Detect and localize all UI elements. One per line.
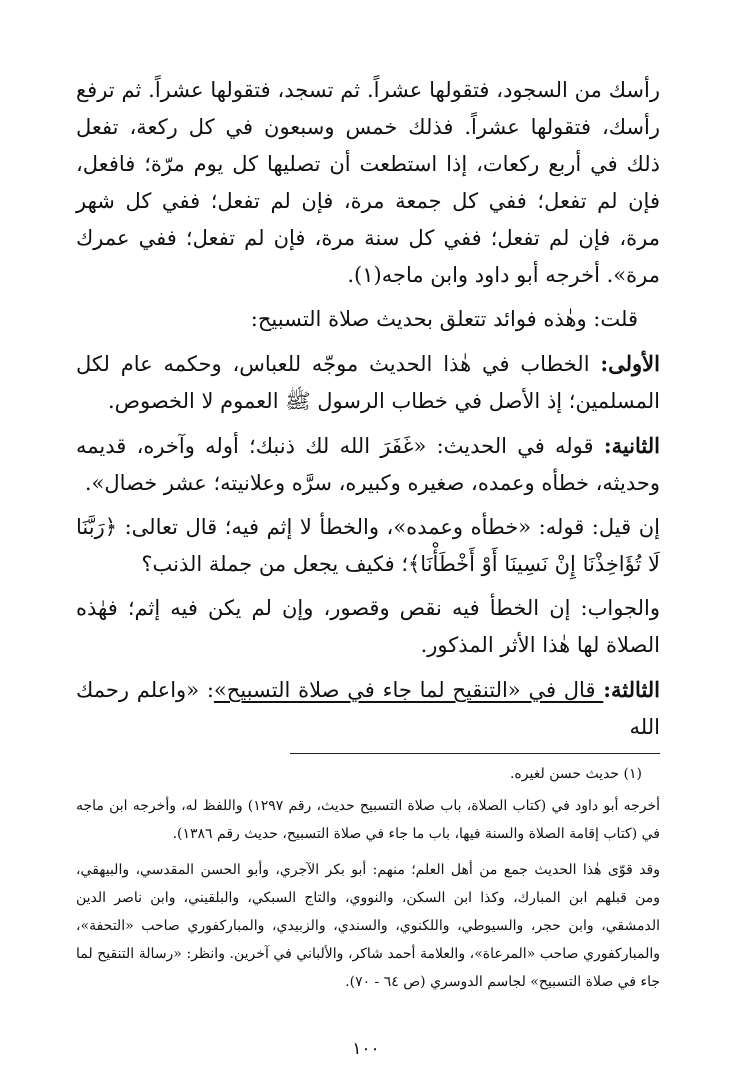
footnotes: [76, 760, 660, 996]
paragraph-objection: إن قيل: قوله: «خطأه وعمده»، والخطأ لا إثم فيه؛ قال تعالى: ﴿رَبَّنَا لَا تُؤَاخِذْنَا إِنْ نَسِينَا أَوْ أَخْطَأْنَا﴾؛ فكيف يجعل من جملة الذنب؟: [76, 515, 660, 576]
intro-text: قلت: وهٰذه فوائد تتعلق بحديث صلاة التسبيح:: [250, 307, 638, 331]
paragraph-second-benefit: [76, 427, 660, 502]
third-benefit-text: : «واعلم رحمك الله: [76, 678, 660, 739]
third-benefit-heading: الثالثة:: [603, 677, 661, 702]
third-benefit-source: قال في «التنقيح لما جاء في صلاة التسبيح»: [213, 678, 604, 702]
second-benefit-text: قوله في الحديث: «غَفَرَ الله لك ذنبك؛ أوله وآخره، قديمه وحديثه، خطأه وعمده، صغيره وكبيره، سرَّه وعلانيته؛ عشر خصال».: [76, 434, 660, 495]
paragraph-third-benefit: [76, 671, 660, 746]
paragraph-hadith-end: رأسك من السجود، فتقولها عشراً. ثم تسجد، فتقولها عشراً. ثم ترفع رأسك، فتقولها عشراً. فذلك خمس وسبعون في كل ركعة، تفعل ذلك في أربع ركعات، إذا استطعت أن تصليها كل يوم مرّة؛ فافعل، فإن لم تفعل؛ ففي كل جمعة مرة، فإن لم تفعل؛ ففي كل شهر مرة، فإن لم تفعل؛ ففي كل سنة مرة، فإن لم تفعل؛ ففي عمرك مرة». أخرجه أبو داود وابن ماجه(١).: [76, 78, 660, 287]
footnote-divider: [290, 753, 660, 754]
paragraph-intro-benefits: [76, 301, 660, 338]
page-number: ١٠٠: [352, 1039, 380, 1059]
paragraph-first-benefit: [76, 345, 660, 420]
book-page: [76, 72, 660, 1027]
paragraph-answer: والجواب: إن الخطأ فيه نقص وقصور، وإن لم يكن فيه إثم؛ فهٰذه الصلاة لها هٰذا الأثر المذكور.: [76, 596, 660, 657]
first-benefit-text: الخطاب في هٰذا الحديث موجّه للعباس، وحكمه عام لكل المسلمين؛ إذ الأصل في خطاب الرسول ﷺ العموم لا الخصوص.: [76, 352, 660, 413]
main-text: [76, 72, 660, 746]
footnote-1-scholars: وقد قوّى هٰذا الحديث جمع من أهل العلم؛ منهم: أبو بكر الآجري، وأبو الحسن المقدسي، والبيهقي، ومن قبلهم ابن المبارك، وكذا ابن السكن، والنووي، والتاج السبكي، والبلقيني، وابن ناصر الدين الدمشقي، وابن حجر، والسيوطي، واللكنوي، والسندي، والزبيدي، والمباركفوري صاحب «التحفة»، والمباركفوري صاحب «المرعاة»، والعلامة أحمد شاكر، والألباني في آخرين. وانظر: «رسالة التنقيح لما جاء في صلاة التسبيح» لجاسم الدوسري (ص ٦٤ - ٧٠).: [76, 862, 660, 990]
first-benefit-heading: الأولى:: [600, 351, 660, 376]
footnote-1-grade: (١) حديث حسن لغيره.: [509, 766, 642, 782]
footnote-1-takhrij: أخرجه أبو داود في (كتاب الصلاة، باب صلاة التسبيح حديث، رقم ١٢٩٧) واللفظ له، وأخرجه ابن ماجه في (كتاب إقامة الصلاة والسنة فيها، باب ما جاء في صلاة التسبيح، حديث رقم ١٣٨٦).: [76, 798, 660, 842]
second-benefit-heading: الثانية:: [603, 433, 660, 458]
